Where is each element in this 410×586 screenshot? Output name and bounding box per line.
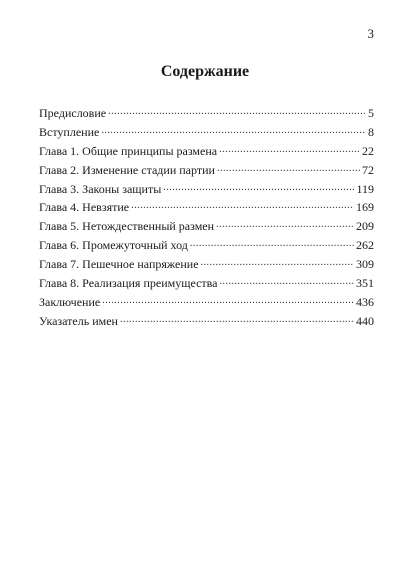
dot-leader xyxy=(217,162,360,174)
toc-entry xyxy=(39,256,374,275)
toc-entry xyxy=(39,143,374,162)
toc-entry xyxy=(39,313,374,332)
dot-leader xyxy=(201,256,354,268)
toc-entry-page: 5 xyxy=(368,106,374,120)
toc-entry xyxy=(39,275,374,294)
toc-entry-page: 169 xyxy=(356,200,374,215)
toc-entry xyxy=(39,124,374,143)
toc-entry xyxy=(39,237,374,256)
toc-entry-label: Глава 7. Пешечное напряжение xyxy=(39,257,199,272)
dot-leader xyxy=(101,124,366,136)
toc-entry-label: Глава 5. Нетождественный размен xyxy=(39,219,215,234)
dot-leader xyxy=(120,313,354,325)
toc-entry-page: 8 xyxy=(368,124,374,139)
toc-entry xyxy=(39,162,374,181)
toc-entry xyxy=(39,218,374,237)
toc-entry-label: Вступление xyxy=(39,124,100,139)
dot-leader xyxy=(219,143,360,155)
dot-leader xyxy=(163,181,354,193)
dot-leader xyxy=(190,237,354,249)
dot-leader xyxy=(131,199,354,211)
toc-entry-page: 119 xyxy=(356,181,374,196)
toc-entry-page: 262 xyxy=(356,238,374,253)
toc-entry xyxy=(39,294,374,313)
toc-entry-label: Глава 6. Промежуточный ход xyxy=(39,238,188,253)
toc-entry-page: 351 xyxy=(356,276,374,291)
toc-entry-page: 309 xyxy=(356,257,374,272)
toc-entry-label: Глава 3. Законы защиты xyxy=(39,181,162,196)
dot-leader xyxy=(108,105,366,117)
dot-leader xyxy=(102,294,354,306)
toc-entry-label: Глава 8. Реализация преимущества xyxy=(39,276,218,291)
toc-entry xyxy=(39,181,374,200)
toc-entry xyxy=(39,105,374,124)
toc-entry-page: 436 xyxy=(356,294,374,309)
toc-entry-label: Заключение xyxy=(39,294,101,309)
page-number: 3 xyxy=(367,26,374,41)
toc-entry-page: 22 xyxy=(362,143,374,158)
toc-entry-label: Глава 2. Изменение стадии партии xyxy=(39,162,215,177)
toc-entry xyxy=(39,199,374,218)
page-title: Содержание xyxy=(160,63,250,80)
toc-entry-label: Указатель имен xyxy=(39,313,118,328)
toc-entry-page: 72 xyxy=(362,162,374,177)
toc-entry-label: Глава 1. Общие принципы размена xyxy=(39,143,218,158)
toc-entry-label: Глава 4. Невзятие xyxy=(39,200,130,215)
toc-entry-label: Предисловие xyxy=(39,106,107,120)
toc-entry-page: 209 xyxy=(356,219,374,234)
toc-entry-page: 440 xyxy=(356,313,374,328)
dot-leader xyxy=(219,275,354,287)
dot-leader xyxy=(216,218,354,230)
table-of-contents xyxy=(39,105,374,332)
